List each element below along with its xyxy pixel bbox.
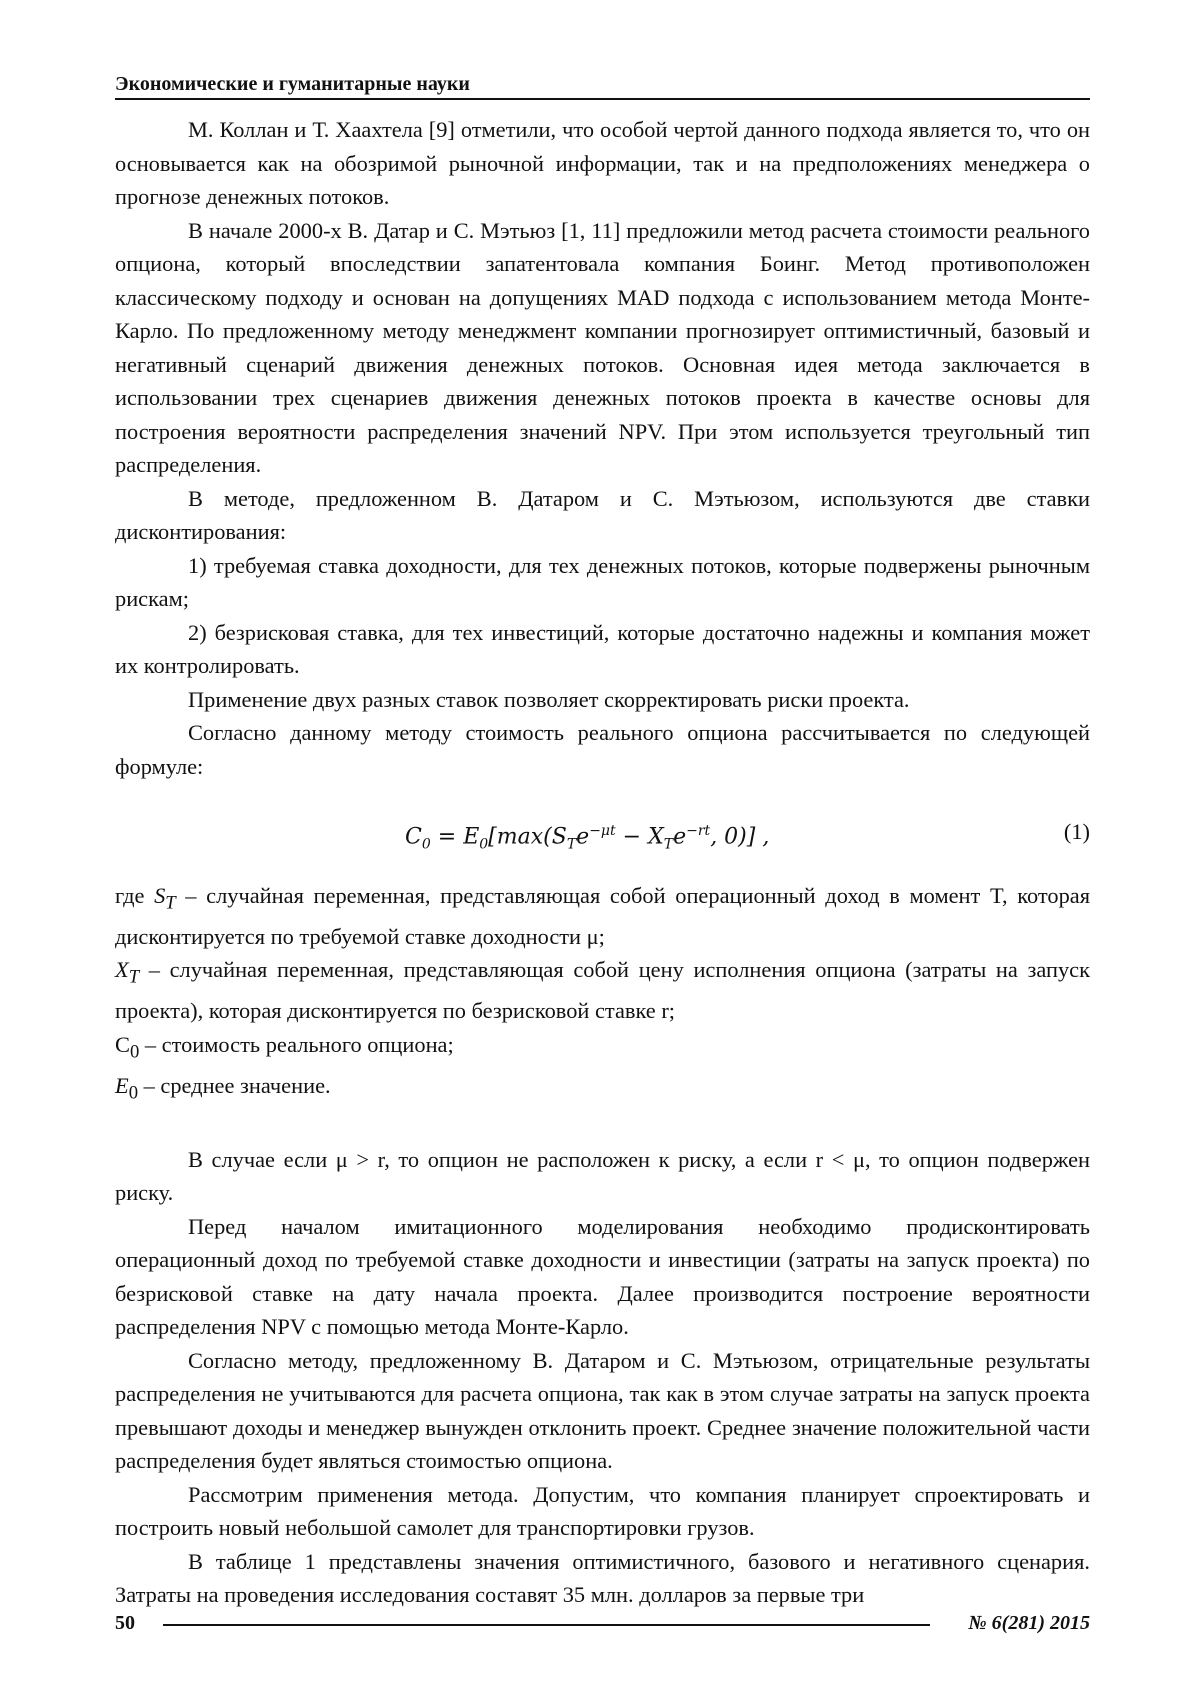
paragraph: В начале 2000-х В. Датар и С. Мэтьюз [1, 11] предложили метод расчета стоимости реального опциона, который впоследствии запатентовала компания Боинг. Метод противоположен классическому подходу и основан на допущениях MAD подхода с использованием метода Монте-Карло. По предложенному методу менеджмент компании прогнозирует оптимистичный, базовый и негативный сценарий движения денежных потоков. Основная идея метода заключается в использовании трех сценариев движения денежных потоков проекта в качестве основы для построения вероятности распределения значений NPV. При этом используется треугольный тип распределения. <box>115 214 1090 482</box>
spacer <box>115 1110 1090 1143</box>
footer-rule <box>163 1624 930 1626</box>
article-body <box>115 113 1090 1612</box>
issue-label: № 6(281) 2015 <box>968 1612 1090 1635</box>
paragraph: В случае если μ > r, то опцион не расположен к риску, а если r < μ, то опцион подвержен риску. <box>115 1143 1090 1210</box>
definition: E0 – среднее значение. <box>115 1069 1090 1110</box>
list-item: 2) безрисковая ставка, для тех инвестиций, которые достаточно надежны и компания может их контролировать. <box>115 616 1090 683</box>
paragraph: В таблице 1 представлены значения оптимистичного, базового и негативного сценария. Затраты на проведения исследования составят 35 млн. долларов за первые три <box>115 1545 1090 1612</box>
definition: C0 – стоимость реального опциона; <box>115 1028 1090 1069</box>
list-item: 1) требуемая ставка доходности, для тех денежных потоков, которые подвержены рыночным рискам; <box>115 549 1090 616</box>
definition: XT – случайная переменная, представляющая собой цену исполнения опциона (затраты на запуск проекта), которая дисконтируется по безрисковой ставке r; <box>115 953 1090 1027</box>
paragraph: Согласно методу, предложенному В. Датаром и С. Мэтьюзом, отрицательные результаты распределения не учитываются для расчета опциона, так как в этом случае затраты на запуск проекта превышают доходы и менеджер вынужден отклонить проект. Среднее значение положительной части распределения будет являться стоимостью опциона. <box>115 1344 1090 1478</box>
paragraph: Применение двух разных ставок позволяет скорректировать риски проекта. <box>115 683 1090 717</box>
formula-1 <box>115 809 1090 857</box>
paragraph: В методе, предложенном В. Датаром и С. Мэтьюзом, используются две ставки дисконтирования: <box>115 482 1090 549</box>
definition: где ST – случайная переменная, представляющая собой операционный доход в момент T, которая дисконтируется по требуемой ставке доходности μ; <box>115 879 1090 953</box>
page-number: 50 <box>115 1612 135 1635</box>
paragraph: Перед началом имитационного моделирования необходимо продисконтировать операционный доход по требуемой ставке доходности и инвестиции (затраты на запуск проекта) по безрисковой ставке на дату начала проекта. Далее производится построение вероятности распределения NPV с помощью метода Монте-Карло. <box>115 1210 1090 1344</box>
page-footer <box>115 1612 1090 1642</box>
running-header: Экономические и гуманитарные науки <box>115 72 1090 100</box>
paragraph: Рассмотрим применения метода. Допустим, что компания планирует спроектировать и построить новый небольшой самолет для транспортировки грузов. <box>115 1478 1090 1545</box>
paragraph: Согласно данному методу стоимость реального опциона рассчитывается по следующей формуле: <box>115 716 1090 783</box>
formula-number: (1) <box>1064 815 1090 849</box>
formula-expression: C0 = E0[max(STe−μt − XTe−rt, 0)] , <box>405 815 769 862</box>
paragraph: М. Коллан и Т. Хаахтела [9] отметили, что особой чертой данного подхода является то, что он основывается как на обозримой рыночной информации, так и на предположениях менеджера о прогнозе денежных потоков. <box>115 113 1090 214</box>
journal-page <box>0 0 1200 1697</box>
